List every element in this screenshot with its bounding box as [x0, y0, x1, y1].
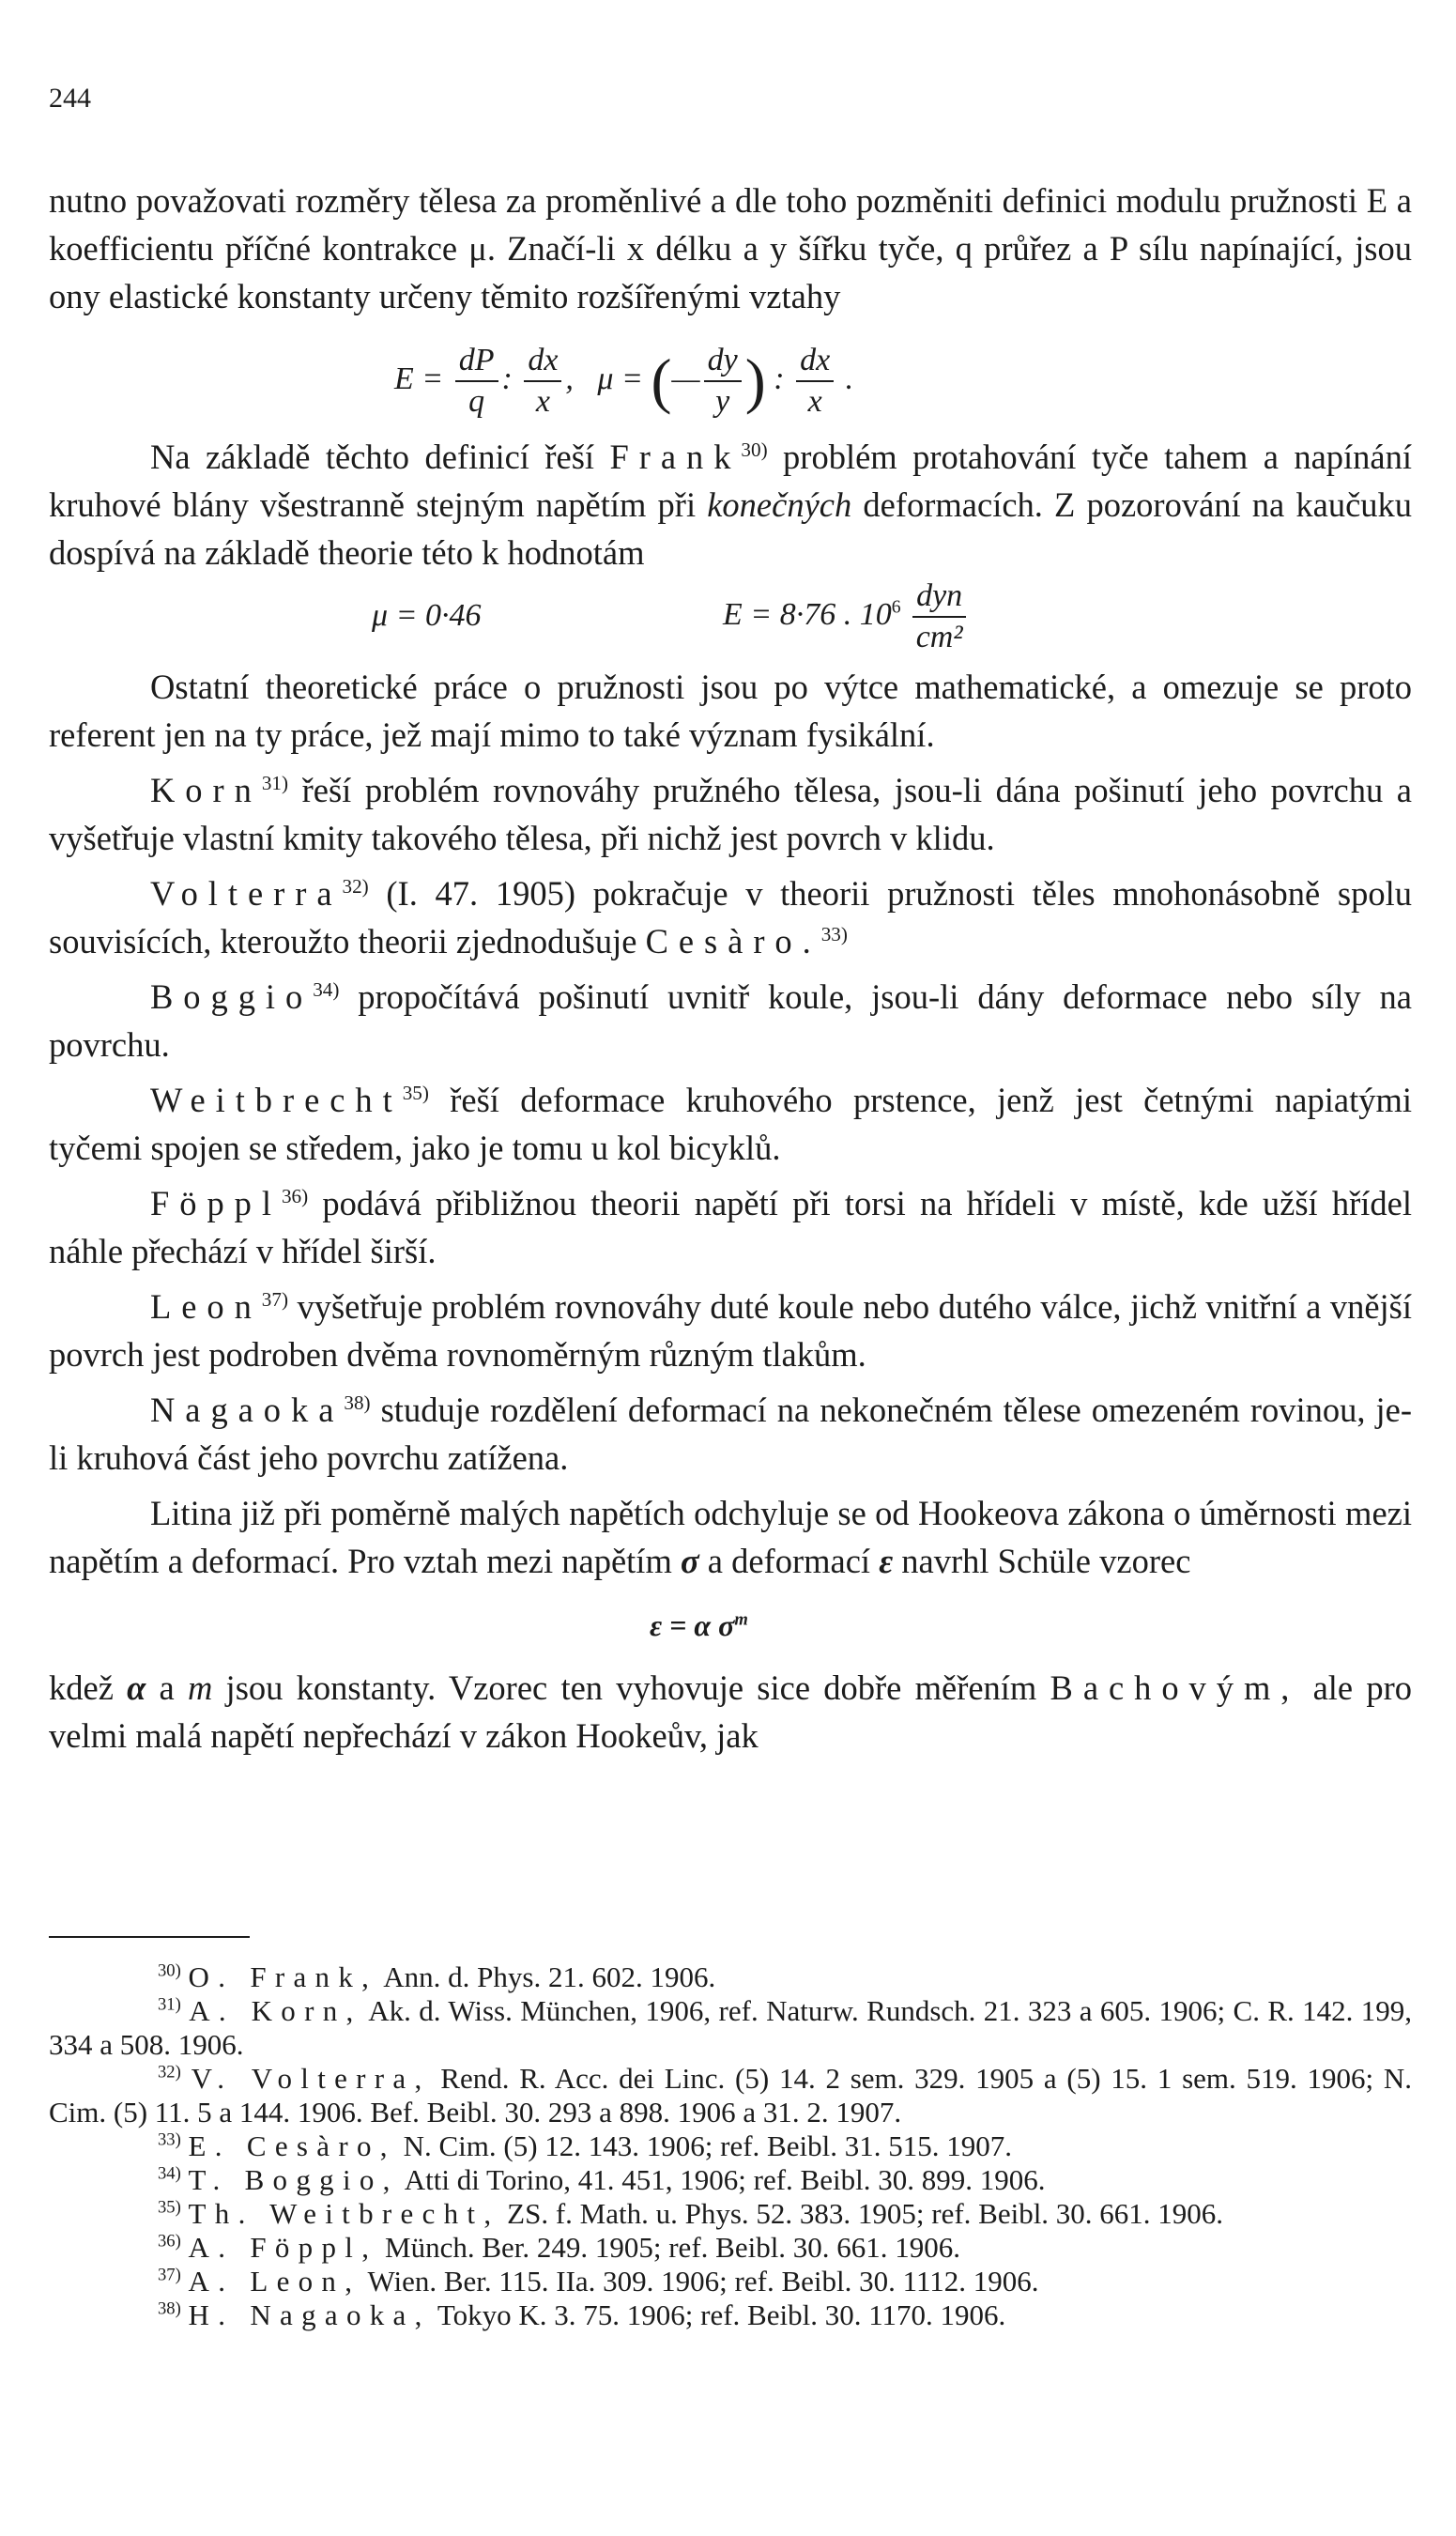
footnote-35: $^{35)}$ Th. Weitbrecht, ZS. f. Math. u. Phys. 52. 383. 1905; ref. Beibl. 30. 661. 1906.	[158, 2197, 1224, 2230]
paragraph-boggio: Boggio$^{34)}$ propočítává pošinutí uvnitř koule, jsou-li dány deformace nebo síly na povrchu.	[49, 977, 1412, 1064]
formula-modulus: E = $\frac{dP}{q}$ : $\frac{dx}{x}$ , μ = (— $\frac{dy}{y}$ ) : $\frac{dx}{x}$ .	[394, 343, 854, 419]
paragraph-frank: Na základě těchto definicí řeší Frank$^{30)}$ problém protahování tyče tahem a napínání kruhové blány všestranně stejným napětím při konečných deformacích. Z pozorování na kaučuku dospívá na základě theorie této k hodnotám	[49, 438, 1413, 572]
paragraph-kdez: kdež α a m jsou konstanty. Vzorec ten vyhovuje sice dobře měřením Bachovým, ale pro velmi malá napětí nepřechází v zákon Hookeův, jak	[49, 1668, 1412, 1755]
paragraph-leon: Leon$^{37)}$ vyšetřuje problém rovnováhy duté koule nebo dutého válce, jichž vnitřní a vnější povrch jest podroben dvěma rovnoměrným různým tlakům.	[49, 1287, 1413, 1374]
paragraph-litina: Litina již při poměrně malých napětích odchyluje se od Hookeova zákona o úměrnosti mezi napětím a deformací. Pro vztah mezi napětím σ a deformací ε navrhl Schüle vzorec	[49, 1494, 1412, 1580]
footnote-32: $^{32)}$ V. Volterra, Rend. R. Acc. dei Linc. (5) 14. 2 sem. 329. 1905 a (5) 15. 1 sem. 519. 1906; N. Cim. (5) 11. 5 a 144. 1906. Bef. Beibl. 30. 293 a 898. 1906 a 31. 2. 1907.	[49, 2062, 1413, 2129]
footnote-37: $^{37)}$ A. Leon, Wien. Ber. 115. IIa. 309. 1906; ref. Beibl. 30. 1112. 1906.	[158, 2265, 1039, 2298]
footnote-38: $^{38)}$ H. Nagaoka, Tokyo K. 3. 75. 1906; ref. Beibl. 30. 1170. 1906.	[158, 2298, 1006, 2331]
paragraph-volterra: Volterra$^{32)}$ (I. 47. 1905) pokračuje v theorii pružnosti těles mnohonásobně spolu souvisících, kteroužto theorii zjednodušuje Cesàro.$^{33)}$	[49, 874, 1412, 961]
footnote-30: $^{30)}$ O. Frank, Ann. d. Phys. 21. 602. 1906.	[158, 1960, 716, 1993]
page-number: 244	[49, 83, 91, 114]
paragraph-korn: Korn$^{31)}$ řeší problém rovnováhy pružného tělesa, jsou-li dána pošinutí jeho povrchu a vyšetřuje vlastní kmity takového tělesa, při nichž jest povrch v klidu.	[49, 771, 1413, 857]
footnotes	[49, 1960, 1412, 2332]
formula-schule: ε = α $\sigma^m$	[650, 1608, 748, 1642]
footnote-31: $^{31)}$ A. Korn, Ak. d. Wiss. München, 1906, ref. Naturw. Rundsch. 21. 323 a 605. 1906; C. R. 142. 199, 334 a 508. 1906.	[49, 1994, 1413, 2061]
footnote-33: $^{33)}$ E. Cesàro, N. Cim. (5) 12. 143. 1906; ref. Beibl. 31. 515. 1907.	[158, 2129, 1012, 2162]
formula-values: μ = 0·46 E = 8·76 . $10^6$ $\frac{\text{dyn}}{\text{cm²}}$	[49, 576, 1412, 663]
paragraph-ostatni: Ostatní theoretické práce o pružnosti jsou po výtce mathematické, a omezuje se proto referent jen na ty práce, jež mají mimo to také význam fysikální.	[49, 668, 1412, 754]
footnote-36: $^{36)}$ A. Föppl, Münch. Ber. 249. 1905; ref. Beibl. 30. 661. 1906.	[158, 2231, 961, 2264]
paragraph-nagaoka: Nagaoka$^{38)}$ studuje rozdělení deformací na nekonečném tělese omezeném rovinou, je-li kruhová část jeho povrchu zatížena.	[49, 1391, 1413, 1477]
paragraph-foppl: Föppl$^{36)}$ podává přibližnou theorii napětí při torsi na hřídeli v místě, kde užší hřídel náhle přechází v hřídel širší.	[49, 1184, 1413, 1270]
footnote-34: $^{34)}$ T. Boggio, Atti di Torino, 41. 451, 1906; ref. Beibl. 30. 899. 1906.	[158, 2163, 1046, 2196]
footnote-rule	[49, 1936, 250, 1938]
body-text	[49, 177, 1412, 1760]
paragraph-weitbrecht: Weitbrecht$^{35)}$ řeší deformace kruhového prstence, jenž jest četnými napiatými tyčemi spojen se středem, jako je tomu u kol bicyklů.	[49, 1081, 1413, 1167]
paragraph-intro: nutno považovati rozměry tělesa za proměnlivé a dle toho pozměniti definici modulu pružnosti E a koefficientu příčné kontrakce μ. Značí-li x délku a y šířku tyče, q průřez a P sílu napínající, jsou ony elastické konstanty určeny těmito rozšířenými vztahy	[49, 181, 1412, 315]
